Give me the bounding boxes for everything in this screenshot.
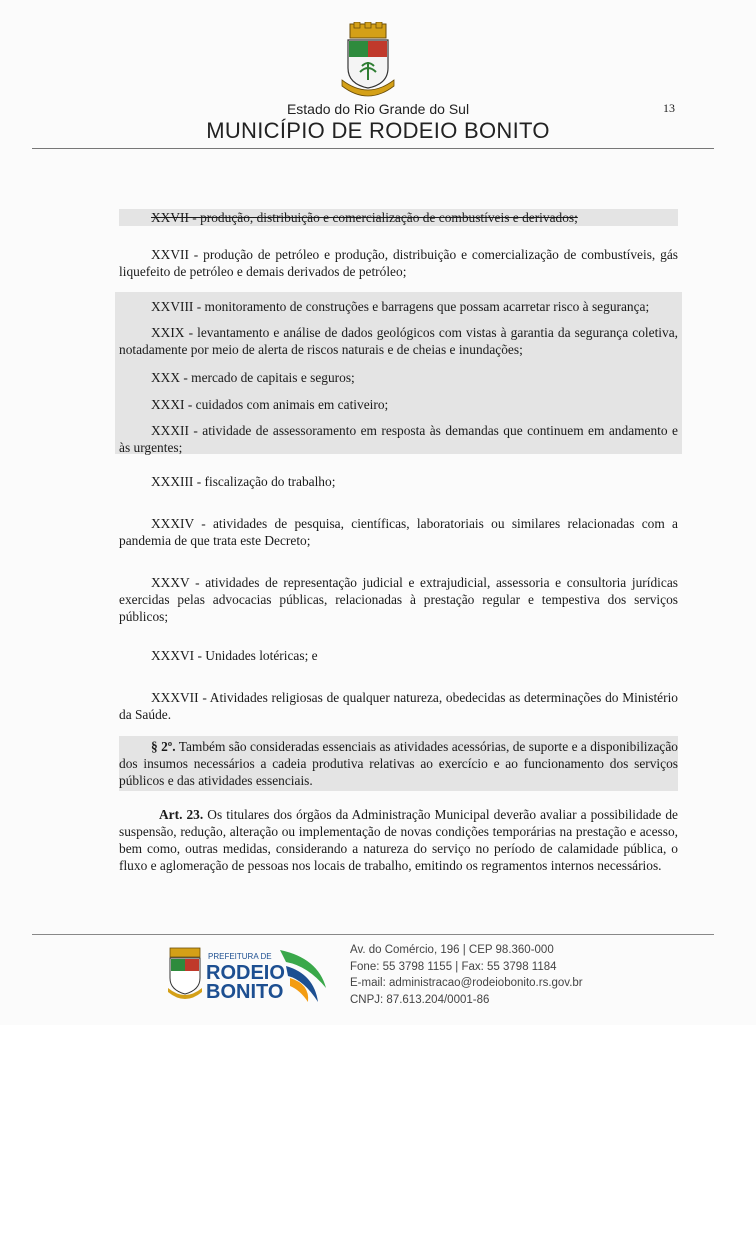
logo-word-bonito: BONITO bbox=[206, 981, 284, 1003]
paragraph-xxxvii bbox=[119, 689, 678, 723]
logo-word-rodeio: RODEIO bbox=[206, 962, 285, 984]
paragraph-xxxii bbox=[119, 422, 678, 456]
paragraph-xxxvi bbox=[119, 647, 678, 664]
municipality-name: MUNICÍPIO DE RODEIO BONITO bbox=[206, 118, 550, 143]
header-divider bbox=[32, 148, 714, 149]
paragraph-text: XXIX - levantamento e análise de dados geológicos com vistas à garantia da segurança coletiva, notadamente por meio de alerta de riscos naturais e de cheias e inundações; bbox=[119, 325, 678, 357]
footer-cnpj: CNPJ: 87.613.204/0001-86 bbox=[350, 993, 490, 1006]
section-label: § 2º. bbox=[151, 739, 176, 754]
paragraph-text: XXXVI - Unidades lotéricas; e bbox=[151, 648, 318, 663]
paragraph-xxxv bbox=[119, 574, 678, 625]
paragraph-text: XXXI - cuidados com animais em cativeiro; bbox=[151, 397, 389, 412]
logo-prefix-text: PREFEITURA DE bbox=[208, 952, 272, 961]
footer-address: Av. do Comércio, 196 | CEP 98.360-000 bbox=[350, 944, 554, 956]
paragraph-article-23 bbox=[119, 806, 678, 874]
paragraph-section-2 bbox=[119, 736, 678, 791]
paragraph-text: Os titulares dos órgãos da Administração Municipal deverão avaliar a possibilidade de suspensão, redução, alteração ou implementação de novas condições temporárias na prestação e acesso, bem como, outras medidas, considerando a natureza do serviço no período de calamidade pública, o fluxo e aglomeração de pessoas nos locais de trabalho, emitindo os regramentos internos necessários. bbox=[119, 807, 678, 873]
paragraph-text: XXXII - atividade de assessoramento em resposta às demandas que continuem em andamento e às urgentes; bbox=[119, 423, 678, 455]
paragraph-text: XXXVII - Atividades religiosas de qualquer natureza, obedecidas as determinações do Ministério da Saúde. bbox=[119, 690, 678, 722]
state-name: Estado do Rio Grande do Sul bbox=[286, 101, 470, 117]
paragraph-xxvii bbox=[119, 246, 678, 280]
paragraph-xxxiv bbox=[119, 515, 678, 549]
prefeitura-logo-icon bbox=[168, 944, 328, 1004]
paragraph-xxviii bbox=[119, 298, 678, 315]
footer-contact bbox=[350, 942, 583, 1008]
paragraph-xxvii-struck bbox=[119, 209, 678, 226]
page-number: 13 bbox=[663, 101, 675, 115]
footer-email: E-mail: administracao@rodeiobonito.rs.gov.br bbox=[350, 977, 583, 989]
paragraph-text: XXX - mercado de capitais e seguros; bbox=[151, 370, 355, 385]
paragraph-xxxiii bbox=[119, 473, 678, 490]
paragraph-text: XXVII - produção de petróleo e produção, distribuição e comercialização de combustíveis, gás liquefeito de petróleo e demais derivados de petróleo; bbox=[119, 247, 678, 279]
paragraph-text: XXXIV - atividades de pesquisa, científicas, laboratoriais ou similares relacionadas com a pandemia de que trata este Decreto; bbox=[119, 516, 678, 548]
article-label: Art. 23. bbox=[159, 807, 204, 822]
paragraph-text: Também são consideradas essenciais as atividades acessórias, de suporte e a disponibilização dos insumos necessários a cadeia produtiva relativas ao exercício e ao funcionamento dos serviços públicos e das atividades essenciais. bbox=[119, 739, 678, 788]
struck-text: XXVII - produção, distribuição e comercialização de combustíveis e derivados; bbox=[151, 210, 578, 225]
paragraph-xxix bbox=[119, 324, 678, 358]
municipal-crest-icon bbox=[340, 22, 396, 102]
paragraph-text: XXXIII - fiscalização do trabalho; bbox=[151, 474, 336, 489]
paragraph-text: XXXV - atividades de representação judicial e extrajudicial, assessoria e consultoria jurídicas exercidas pelas advocacias públicas, relacionadas à prestação regular e tempestiva dos serviços públicos; bbox=[119, 575, 678, 624]
footer-phone: Fone: 55 3798 1155 | Fax: 55 3798 1184 bbox=[350, 960, 557, 973]
footer-divider bbox=[32, 934, 714, 935]
paragraph-text: XXVIII - monitoramento de construções e barragens que possam acarretar risco à segurança; bbox=[151, 299, 650, 314]
paragraph-xxxi bbox=[119, 396, 678, 413]
paragraph-xxx bbox=[119, 369, 678, 386]
